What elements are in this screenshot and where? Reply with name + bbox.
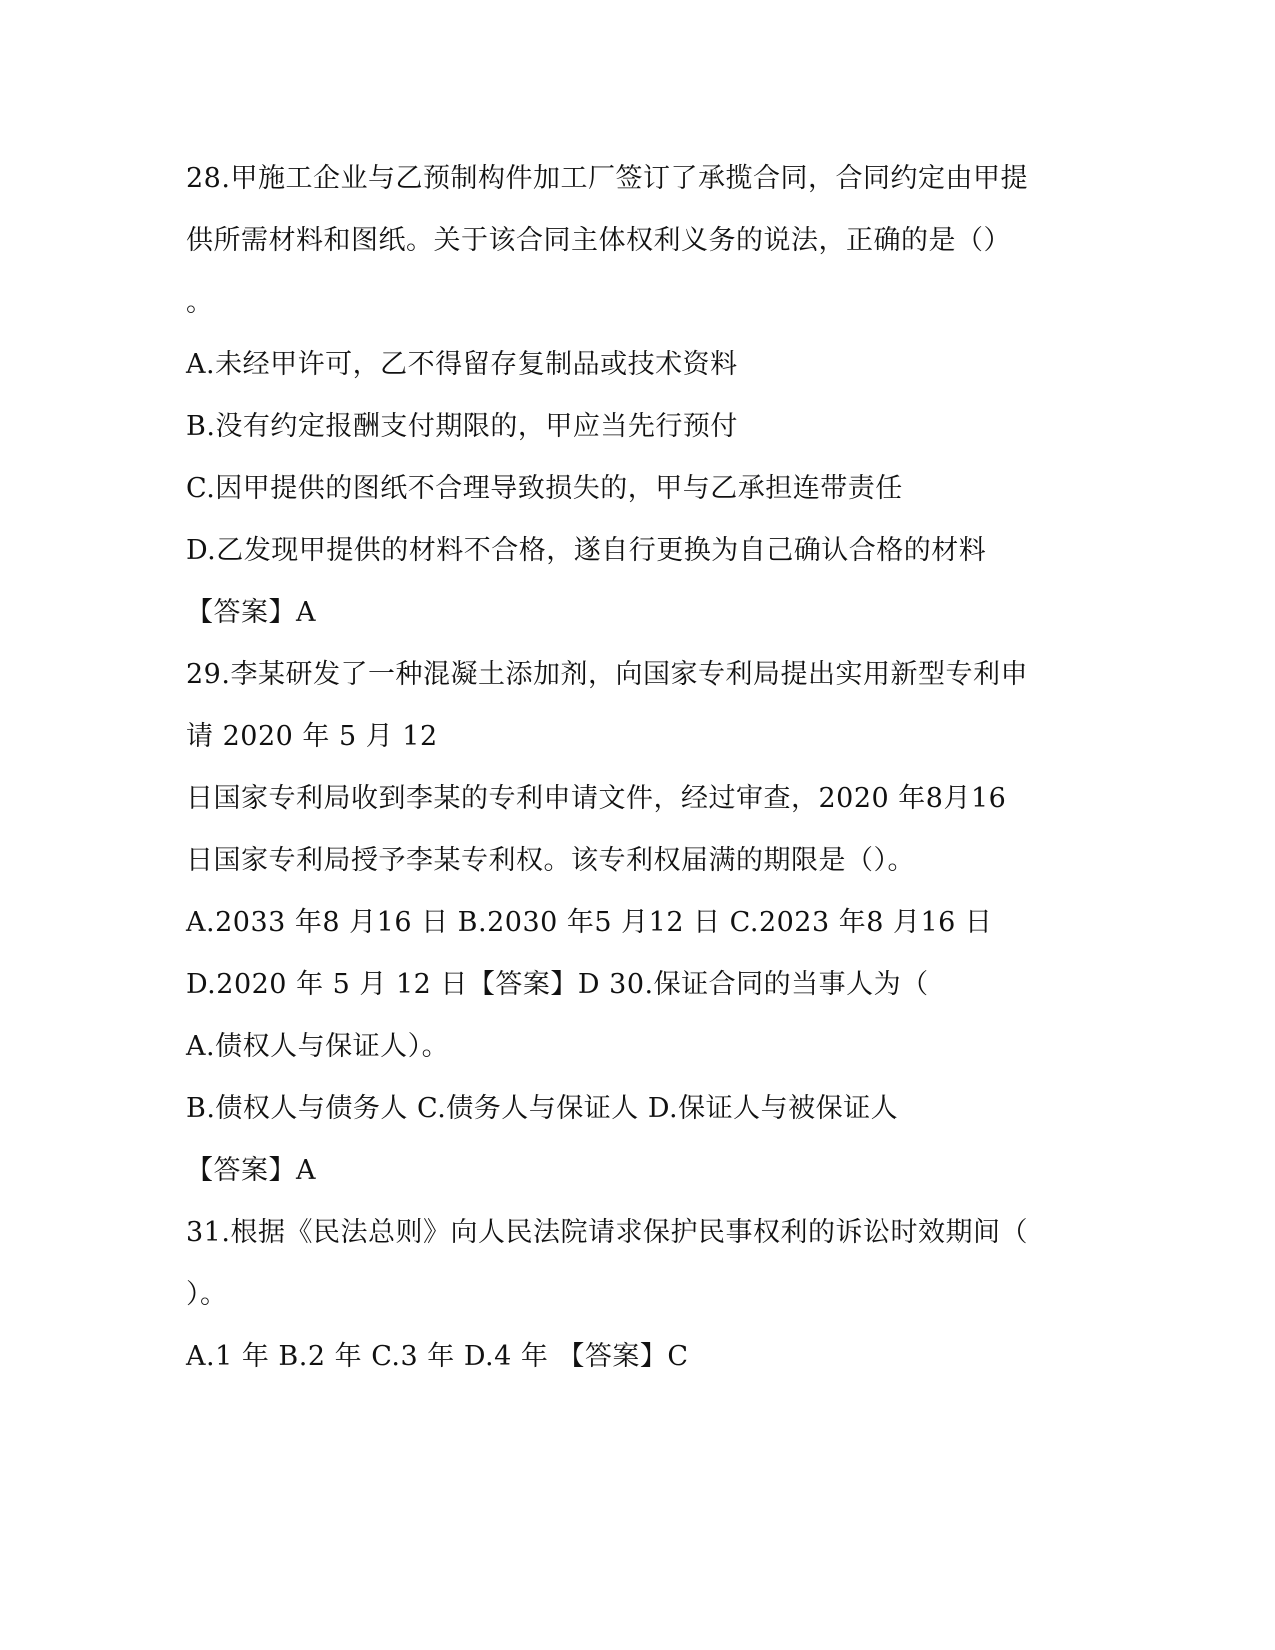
question-31-stem-line-1: 31.根据《民法总则》向人民法院请求保护民事权利的诉讼时效期间（: [186, 1217, 1028, 1248]
question-29-stem-line-2: 请 2020 年 5 月 12: [186, 721, 438, 752]
question-28-stem-line-3: 。: [186, 287, 214, 318]
question-31-options-answer: A.1 年 B.2 年 C.3 年 D.4 年 【答案】C: [186, 1341, 689, 1372]
question-29-stem-line-1: 29.李某研发了一种混凝土添加剂，向国家专利局提出实用新型专利申: [186, 659, 1028, 690]
question-29-option-d-answer-question-30-stem: D.2020 年 5 月 12 日【答案】D 30.保证合同的当事人为（: [186, 969, 929, 1000]
question-28-option-d: D.乙发现甲提供的材料不合格，遂自行更换为自己确认合格的材料: [186, 535, 987, 566]
question-29-stem-line-4: 日国家专利局授予李某专利权。该专利权届满的期限是（）。: [186, 845, 915, 876]
question-30-option-a: A.债权人与保证人）。: [186, 1031, 450, 1062]
question-30-options-bcd: B.债权人与债务人 C.债务人与保证人 D.保证人与被保证人: [186, 1093, 899, 1124]
question-29-stem-line-3: 日国家专利局收到李某的专利申请文件，经过审查，2020 年8月16: [186, 783, 1007, 814]
question-28-answer: 【答案】A: [186, 597, 316, 628]
question-28-option-b: B.没有约定报酬支付期限的，甲应当先行预付: [186, 411, 738, 442]
question-28-option-c: C.因甲提供的图纸不合理导致损失的，甲与乙承担连带责任: [186, 473, 903, 504]
question-31-stem-line-2: ）。: [186, 1279, 228, 1310]
question-28-option-a: A.未经甲许可，乙不得留存复制品或技术资料: [186, 349, 738, 380]
question-28-stem-line-2: 供所需材料和图纸。关于该合同主体权利义务的说法，正确的是（）: [186, 225, 1011, 256]
question-28-stem-line-1: 28.甲施工企业与乙预制构件加工厂签订了承揽合同，合同约定由甲提: [186, 163, 1028, 194]
question-30-answer: 【答案】A: [186, 1155, 316, 1186]
question-29-options-abc: A.2033 年8 月16 日 B.2030 年5 月12 日 C.2023 年8 月16 日: [186, 907, 993, 938]
